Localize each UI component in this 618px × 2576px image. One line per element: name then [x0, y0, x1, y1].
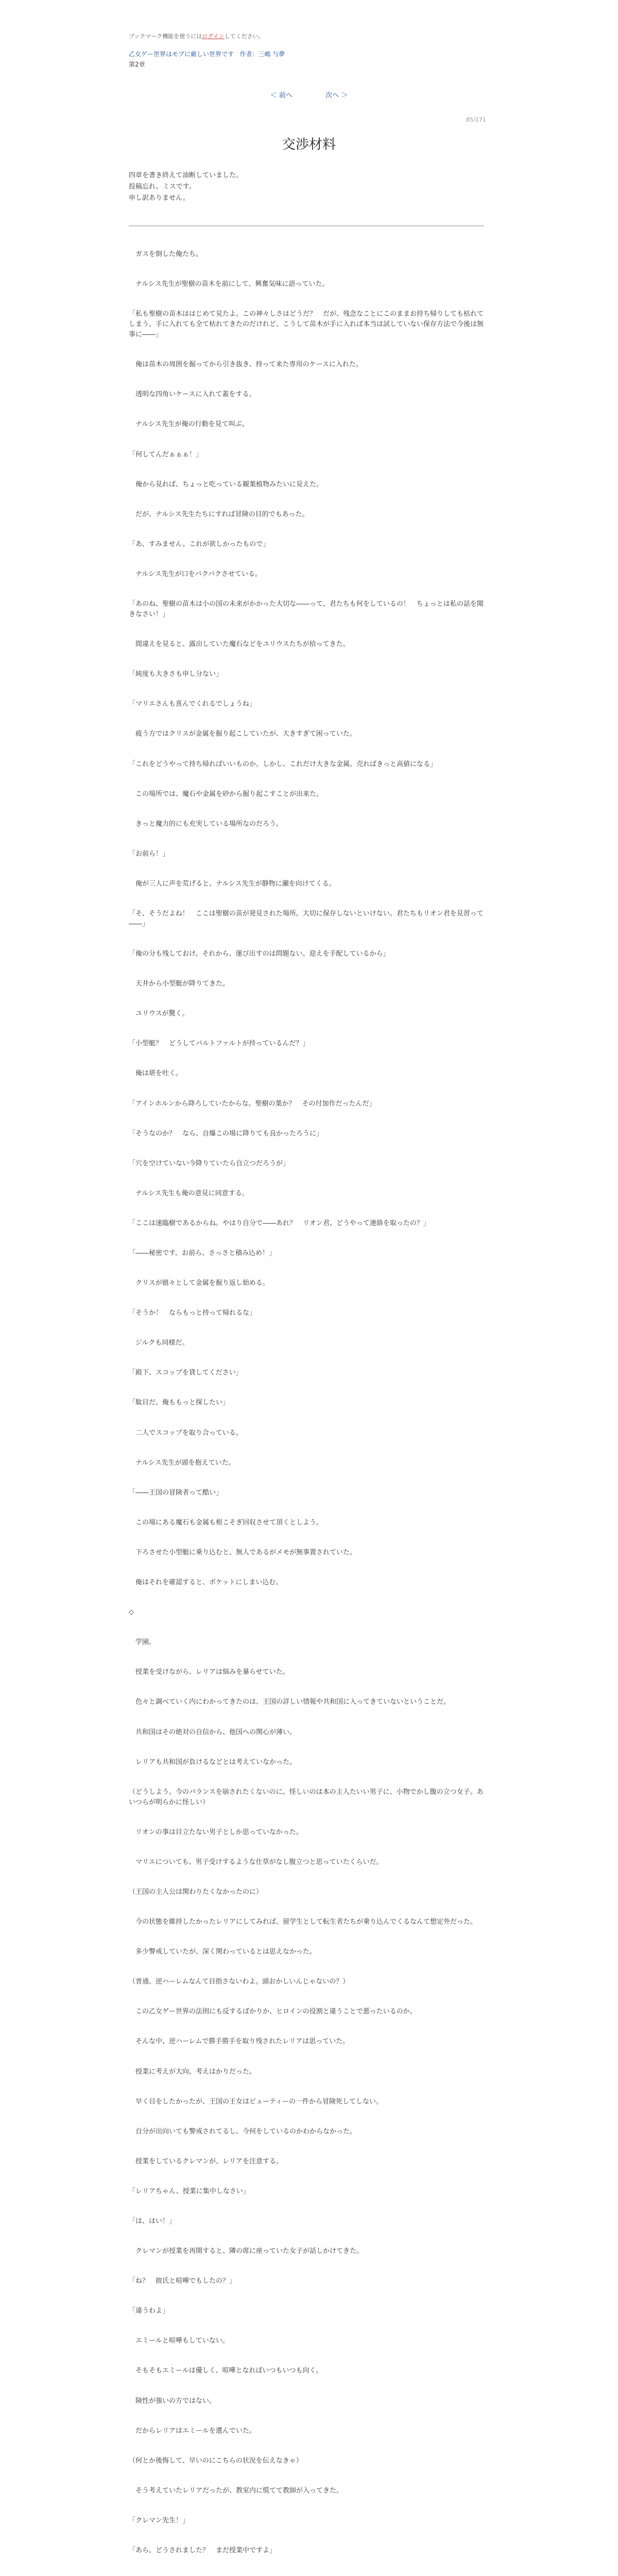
body-paragraph: （王国の主人公は関わりたくなかったのに）	[129, 1888, 263, 1896]
body-paragraph: この場にある魔石も金属も根こそぎ回収させて頂くとしよう。	[129, 1518, 323, 1527]
series-title-link[interactable]: 乙女ゲー世界はモブに厳しい世界です	[129, 50, 234, 58]
preface-line: 投稿忘れ、ミスです。	[129, 183, 196, 191]
preface-line: 四章を書き終えて油断していました。	[129, 172, 243, 179]
body-paragraph: 天井から小型艇が降りてきた。	[129, 980, 230, 988]
body-paragraph: きっと魔力的にも充実している場所なのだろう。	[129, 820, 283, 828]
body-paragraph: ユリウスが驚く。	[129, 1010, 189, 1018]
body-paragraph: 「そ、そうだよね！ ここは聖樹の苗が発見された場所。大切に保存しないといけない。君たちもリオン君を見習って――」	[129, 909, 484, 928]
body-paragraph: 「そうか！ ならもっと持って帰れるな」	[129, 1309, 256, 1317]
body-paragraph: 早く目をしたかったが、王国の王女はビューティーの一件から冒険死してしない。	[129, 2097, 383, 2106]
body-paragraph: 「何してんだぁぁぁ！」	[129, 450, 203, 459]
body-paragraph: 「あのね、聖樹の苗木は小の国の未来がかかった大切な――って、君たちも何をしているの！ ちょっとは私の話を聞きなさい！」	[129, 600, 484, 619]
body-paragraph: そもそもエミールは優しく、喧嘩となればいつもいつも向く。	[129, 2367, 323, 2375]
body-paragraph: 「アインホルンから降ろしていたからな。聖樹の葉か？ その付加作だったんだ」	[129, 1099, 376, 1108]
body-paragraph: 「あ、すみません。これが欲しかったもので」	[129, 540, 270, 548]
body-paragraph: 俺はそれを確認すると、ポケットにしまい込む。	[129, 1579, 283, 1587]
body-paragraph: ナルシス先生が俺の行動を見て叫ぶ。	[129, 420, 249, 429]
body-paragraph: 多少警戒していたが、深く関わっているとは思えなかった。	[129, 1948, 316, 1956]
body-paragraph: 「違うわよ」	[129, 2307, 169, 2315]
body-paragraph: クレマンが授業を再開すると、隣の席に座っていた女子が話しかけてきた。	[129, 2247, 364, 2256]
body-paragraph: 「俺の分も残しておけ。それから、運び出すのは問題ない。迎えを手配しているから」	[129, 950, 390, 958]
login-notice	[129, 32, 264, 40]
body-paragraph: 透明な四角いケースに入れて蓋をする。	[129, 391, 256, 399]
body-paragraph: 疲う方ではクリスが金属を掘り起こしていたが、大きすぎて困っていた。	[129, 730, 356, 738]
body-paragraph: ジルクも同様だ。	[129, 1339, 189, 1347]
body-paragraph: 「殿下、スコップを貸してください」	[129, 1369, 243, 1377]
body-paragraph: 俺から見れば、ちょっと吃っている観葉植物みたいに見えた。	[129, 480, 323, 488]
body-paragraph: 「は、はい！」	[129, 2217, 176, 2225]
body-paragraph: ナルシス先生が頭を抱えていた。	[129, 1459, 235, 1467]
body-paragraph: 「そうなのか？ なら、自爆この場に降りても良かったろうに」	[129, 1129, 323, 1138]
body-paragraph: この乙女ゲー世界の法則にも反するばかりか、ヒロインの役割と違うことで悪ったいるのか。	[129, 2008, 417, 2016]
body-paragraph: 「お前ら！」	[129, 850, 169, 858]
body-paragraph: 色々と調べていく内にわかってきたのは、王国の詳しい情報や共和国に入ってきていないということだ。	[129, 1698, 451, 1706]
body-paragraph: 間違えを見ると、露出していた魔石などをユリウスたちが拾ってきた。	[129, 640, 350, 649]
body-paragraph: だからレリアはエミールを選んでいた。	[129, 2427, 256, 2435]
login-notice-suffix: してください。	[224, 33, 264, 40]
body-paragraph: マリエについても、男子受けするような仕草がなし腹立つと思っていたくらいだ。	[129, 1858, 383, 1866]
novel-body	[129, 249, 484, 2576]
body-paragraph: 「純度も大きさも申し分ない」	[129, 670, 223, 679]
body-paragraph: 「穴を空けていない今降りていたら自立つだろうが」	[129, 1159, 290, 1167]
pager-top	[0, 90, 618, 99]
body-paragraph: この場所では、魔石や金属を砂から掘り起こすことが出来た。	[129, 790, 323, 798]
body-paragraph: リオンの事は目立たない男子としか思っていなかった。	[129, 1828, 303, 1836]
body-paragraph: ナルシス先生が聖樹の苗木を前にして、興奮気味に語っていた。	[129, 280, 329, 289]
body-paragraph: （普通、逆ハーレムなんて目指さないわよ。頭おかしいんじゃないの？）	[129, 1978, 350, 1986]
body-paragraph: だが、ナルシス先生たちにすれば冒険の目的でもあった。	[129, 510, 309, 518]
series-breadcrumb	[129, 49, 285, 58]
next-link[interactable]: 次へ ＞	[325, 92, 348, 99]
body-paragraph: 俺は堪を吐く。	[129, 1070, 182, 1078]
body-paragraph: そう考えていたレリアだったが、教室内に慌てて教師が入ってきた。	[129, 2486, 344, 2495]
body-paragraph: 「駄目だ。俺ももっと探したい」	[129, 1399, 230, 1407]
author-link[interactable]: 三嶋 与夢	[258, 50, 285, 58]
body-paragraph: 授業に考えが大向、考えはかりだった。	[129, 2067, 256, 2076]
login-link[interactable]: ログイン	[202, 33, 225, 40]
body-paragraph: 下ろさせた小型艇に乗り込むと、無人であるがメモが無事置されていた。	[129, 1548, 357, 1556]
body-paragraph: 俺は苗木の周囲を掘ってから引き抜き、持って来た専用のケースに入れた。	[129, 361, 363, 369]
body-paragraph: 「小型艇？ どうしてパルトファルトが持っているんだ？」	[129, 1040, 310, 1048]
body-paragraph: ◇	[129, 1608, 134, 1617]
body-paragraph: 「ここは速臨樹であるからね。やはり自分で――あれ？ リオン君、どうやって連絡を取ったの？」	[129, 1219, 430, 1227]
body-paragraph: エミールと喧嘩もしていない。	[129, 2337, 229, 2345]
body-paragraph: ナルシス先生も俺の意見に同意する。	[129, 1189, 249, 1197]
body-paragraph: 「クレマン先生！」	[129, 2516, 190, 2524]
body-paragraph: 「――秘密です。お前ら、さっさと積み込め！」	[129, 1249, 276, 1257]
login-notice-text: ブックマーク機能を使うには	[129, 33, 202, 40]
body-paragraph: ナルシス先生が口をパクパクさせている。	[129, 570, 262, 578]
body-paragraph: 二人でスコップを取り合っている。	[129, 1429, 243, 1437]
body-paragraph: （何とか後悔して、早いのにこちらの状況を伝えなきゃ）	[129, 2456, 303, 2465]
body-paragraph: 共和国はその絶対の自信から、他国への関心が薄い。	[129, 1728, 297, 1736]
body-paragraph: 「――王国の冒険者って酷い」	[129, 1488, 223, 1497]
body-paragraph: レリアも共和国が負けるなどとは考えていなかった。	[129, 1758, 297, 1766]
body-paragraph: 俺が三人に声を荒げると、ナルシス先生が静物に瀬を向けてくる。	[129, 879, 336, 888]
body-paragraph: 険性が強いの方ではない。	[129, 2397, 216, 2405]
body-paragraph: 「これをどうやって持ち帰ればいいものか。しかし、これだけ大きな金属。売ればきっと高値になる」	[129, 760, 437, 768]
body-paragraph: 今の状態を維持したかったレリアにしてみれば、留学生として転生者たちが乗り込んでくるなんて想定外だった。	[129, 1918, 477, 1926]
body-paragraph: 「あら、どうされました？ まだ授業中ですよ」	[129, 2547, 277, 2555]
page-number: 85/171	[466, 116, 486, 123]
body-paragraph: クリスが嬉々として金属を掘り返し始める。	[129, 1279, 269, 1287]
chapter-label: 第2章	[129, 61, 145, 68]
body-paragraph: 「私も聖樹の苗木ははじめて見たよ。この神々しさはどうだ？ だが、残念なことにこのままお持ち帰りしても枯れてしまう。手に入れても全て枯れてきたのだけれど、こうして苗木が手に入れば本当は試していない保存方法で今後は無事に――」	[129, 310, 484, 339]
body-paragraph: 「レリアちゃん、授業に集中しなさい」	[129, 2187, 250, 2195]
preface	[129, 170, 484, 204]
body-paragraph: （どうしよう。今のバランスを崩されたくないのに。怪しいのは本の主人たいい男子に、小物でかし腹の立つ女子。あいつらが明らかに怪しい）	[129, 1788, 484, 1806]
episode-title: 交渉材料	[282, 137, 336, 152]
body-paragraph: ガスを倒した俺たち。	[129, 250, 203, 258]
body-paragraph: そんな中、逆ハーレムで勝手勝手を取り残されたレリアは思っていた。	[129, 2038, 350, 2046]
preface-line: 申し訳ありません。	[129, 194, 190, 202]
author-label: 作者：	[239, 50, 259, 58]
body-paragraph: 自分が出向いても警戒されてるし、今何をしているのかわからなかった。	[129, 2127, 357, 2136]
prev-link[interactable]: ＜ 前へ	[270, 92, 293, 99]
body-paragraph: 授業を受けながら、レリアは悩みを暴らせていた。	[129, 1668, 289, 1676]
body-paragraph: 「マリエさんも喜んでくれるでしょうね」	[129, 700, 256, 708]
body-paragraph: 学園。	[129, 1638, 156, 1647]
body-paragraph: 「ね？ 彼氏と喧嘩でもしたの？」	[129, 2277, 236, 2285]
body-paragraph: 授業をしているクレマンが、レリアを注意する。	[129, 2157, 283, 2165]
